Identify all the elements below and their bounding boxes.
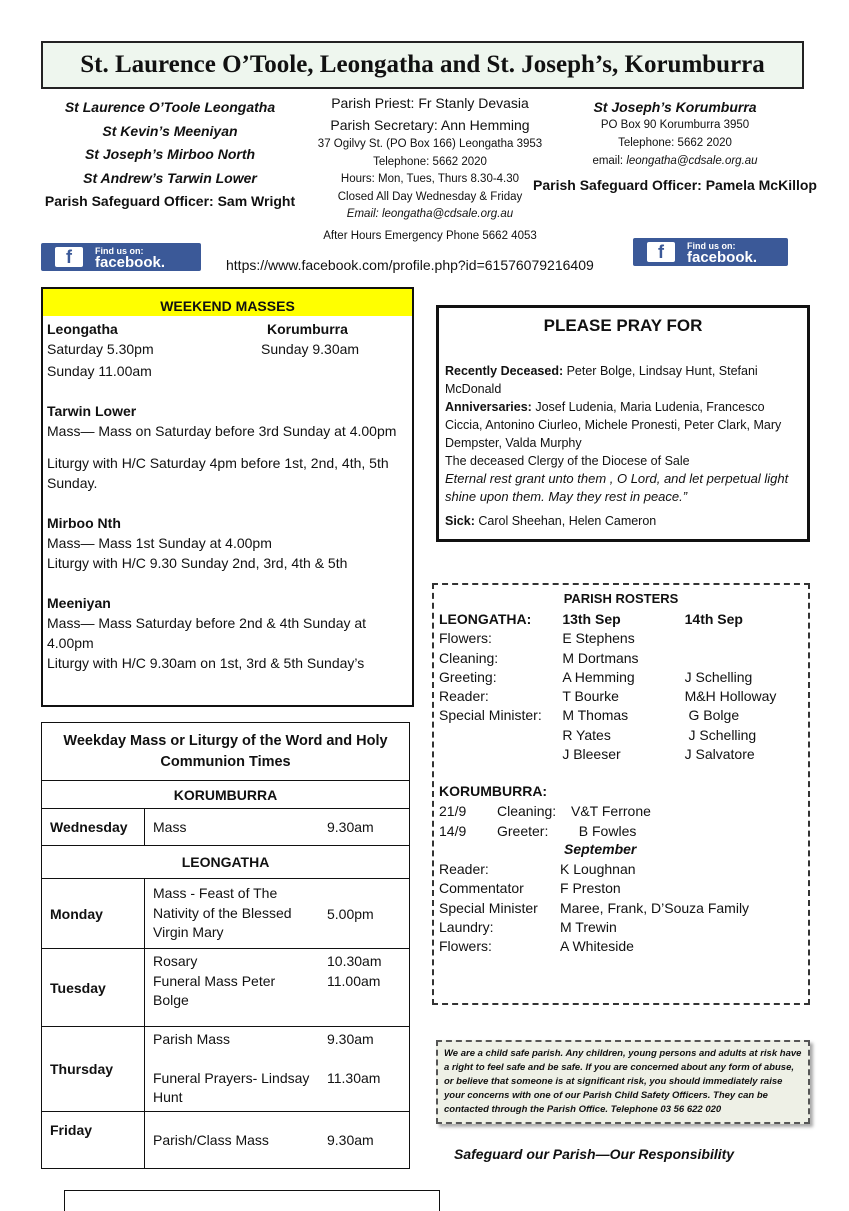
office-email: Email: leongatha@cdsale.org.au <box>346 208 514 220</box>
roster-cell: Cleaning: <box>439 649 499 666</box>
weekday-time: 9.30am <box>319 809 410 846</box>
rosters-title: PARISH ROSTERS <box>563 591 679 606</box>
weekday-day: Monday <box>42 879 145 949</box>
parish-name: St Joseph’s Mirboo North <box>84 146 256 162</box>
korumburra-po: PO Box 90 Korumburra 3950 <box>600 119 750 131</box>
weekday-time: 5.00pm <box>319 879 410 949</box>
weekend-masses-box <box>41 287 414 707</box>
roster-cell: M Trewin <box>560 918 617 935</box>
weekday-day: Tuesday <box>42 949 145 1027</box>
roster-row <box>439 822 803 841</box>
korumburra-roster-heading: KORUMBURRA: <box>439 783 548 800</box>
roster-cell: Greeter: <box>497 822 549 839</box>
roster-cell: Greeting: <box>439 668 497 685</box>
roster-row <box>439 706 803 725</box>
korumburra-email: email: leongatha@cdsale.org.au <box>592 155 758 167</box>
roster-row <box>439 649 803 668</box>
roster-cell: M&H Holloway <box>684 688 777 705</box>
safeguard-motto: Safeguard our Parish—Our Responsibility <box>454 1146 735 1162</box>
roster-row <box>439 860 803 879</box>
roster-cell: B Fowles <box>571 822 637 839</box>
weekday-title: Weekday Mass or Liturgy of the Word and Holy Communion Times <box>42 723 410 781</box>
next-section-box <box>64 1190 440 1211</box>
roster-month: September <box>564 840 637 857</box>
weekday-day: Thursday <box>42 1027 145 1112</box>
deceased-clergy: The deceased Clergy of the Diocese of Sale <box>445 454 690 468</box>
weekday-service: Parish Mass Funeral Prayers- Lindsay Hunt <box>145 1027 320 1112</box>
mirboo-label: Mirboo Nth <box>47 515 121 531</box>
anniversaries: Anniversaries: Josef Ludenia, Maria Ludenia, Francesco Ciccia, Antonino Ciurleo, Michele Pronesti, Peter Clark, Mary Dempster, Valda Murphy <box>445 400 782 450</box>
sick-list: Sick: Carol Sheehan, Helen Cameron <box>445 514 657 528</box>
roster-cell: K Loughnan <box>560 860 636 877</box>
roster-cell: A Hemming <box>562 668 635 685</box>
roster-cell: Commentator <box>439 880 524 897</box>
mass-time: Sunday 11.00am <box>47 363 152 379</box>
roster-cell: J Salvatore <box>684 746 755 763</box>
mass-detail: Mass— Mass on Saturday before 3rd Sunday at 4.00pm <box>47 423 397 439</box>
office-phone: Telephone: 5662 2020 <box>373 155 487 168</box>
left-parish-list <box>40 96 300 214</box>
facebook-find: Find us on: <box>687 241 736 251</box>
facebook-icon: f <box>55 247 83 267</box>
roster-cell: Reader: <box>439 860 489 877</box>
roster-row <box>439 687 803 706</box>
facebook-url[interactable]: https://www.facebook.com/profile.php?id=61576079216409 <box>226 257 594 273</box>
meeniyan-label: Meeniyan <box>47 595 111 611</box>
roster-cell: E Stephens <box>562 630 635 647</box>
parish-name: St Andrew’s Tarwin Lower <box>83 169 257 186</box>
mass-detail: Liturgy with H/C 9.30am on 1st, 3rd & 5th Sunday’s <box>47 655 365 671</box>
roster-cell: T Bourke <box>562 688 619 705</box>
facebook-badge[interactable] <box>633 238 788 266</box>
leongatha-label: Leongatha <box>47 321 118 337</box>
weekend-masses-header: WEEKEND MASSES <box>43 289 412 316</box>
office-address: 37 Ogilvy St. (PO Box 166) Leongatha 3953 <box>317 138 543 150</box>
roster-cell: 21/9 <box>439 803 467 820</box>
mass-detail: Liturgy with H/C Saturday 4pm before 1st, 2nd, 4th, 5th Sunday. <box>47 455 389 491</box>
roster-cell: 14/9 <box>439 822 467 839</box>
parish-name: St Kevin’s Meeniyan <box>102 122 238 139</box>
mass-detail: Liturgy with H/C 9.30 Sunday 2nd, 3rd, 4th & 5th <box>47 555 348 571</box>
korumburra-heading: St Joseph’s Korumburra <box>593 99 757 115</box>
emergency-phone: After Hours Emergency Phone 5662 4053 <box>323 229 537 242</box>
roster-cell <box>439 745 562 764</box>
roster-row <box>439 918 803 937</box>
roster-cell: Laundry: <box>439 918 494 935</box>
roster-row <box>439 629 803 648</box>
roster-cell: Cleaning: <box>497 803 557 820</box>
weekday-mass-table <box>41 722 410 1169</box>
roster-cell: Maree, Frank, D’Souza Family <box>560 899 750 916</box>
weekday-time: 9.30am <box>319 1111 410 1168</box>
safeguard-officer-right: Parish Safeguard Officer: Pamela McKillop <box>533 177 817 193</box>
weekday-time: 9.30am 11.30am <box>319 1027 410 1112</box>
roster-cell: J Bleeser <box>562 746 621 763</box>
mass-time: Sunday 9.30am <box>261 341 360 357</box>
facebook-badge[interactable] <box>41 243 201 271</box>
weekday-service: Parish/Class Mass <box>145 1111 320 1168</box>
roster-cell: M Thomas <box>562 707 629 724</box>
roster-cell: G Bolge <box>684 707 740 724</box>
korumburra-label: Korumburra <box>267 321 348 337</box>
facebook-word: facebook. <box>95 254 166 271</box>
bulletin-title: St. Laurence O’Toole, Leongatha and St. Joseph’s, Korumburra <box>80 51 765 78</box>
roster-cell: Flowers: <box>439 630 492 647</box>
roster-cell: R Yates <box>562 726 611 743</box>
office-hours: Hours: Mon, Tues, Thurs 8.30-4.30 <box>340 173 520 185</box>
tarwin-label: Tarwin Lower <box>47 403 137 419</box>
bulletin-title-box <box>41 41 804 89</box>
roster-row <box>439 610 803 629</box>
roster-row <box>439 745 803 764</box>
parish-secretary: Parish Secretary: Ann Hemming <box>330 117 530 133</box>
mass-detail: Mass— Mass 1st Sunday at 4.00pm <box>47 535 272 551</box>
facebook-find: Find us on: <box>95 246 144 256</box>
recently-deceased: Recently Deceased: Peter Bolge, Lindsay Hunt, Stefani McDonald <box>445 364 758 396</box>
weekday-time: 10.30am 11.00am <box>319 949 410 1027</box>
parish-priest: Parish Priest: Fr Stanly Devasia <box>331 95 529 111</box>
mass-detail: Mass— Mass Saturday before 2nd & 4th Sunday at 4.00pm <box>47 615 367 651</box>
pray-title: PLEASE PRAY FOR <box>543 316 703 335</box>
weekday-service: Mass - Feast of The Nativity of the Blessed Virgin Mary <box>145 879 320 949</box>
weekday-day: Wednesday <box>42 809 145 846</box>
office-closed: Closed All Day Wednesday & Friday <box>337 190 523 203</box>
roster-row <box>439 899 803 918</box>
parish-rosters-box <box>432 583 810 1005</box>
safeguard-officer-left: Parish Safeguard Officer: Sam Wright <box>44 193 296 209</box>
roster-cell: J Schelling <box>684 726 757 743</box>
parish-name: St Laurence O’Toole Leongatha <box>64 99 276 115</box>
parish-office-info <box>296 92 564 245</box>
roster-cell: F Preston <box>560 880 621 897</box>
facebook-word: facebook. <box>687 249 758 266</box>
weekday-day: Friday <box>42 1111 145 1168</box>
roster-cell <box>685 649 803 668</box>
roster-row <box>439 668 803 687</box>
eternal-rest-prayer: Eternal rest grant unto them , O Lord, and let perpetual light shine upon them. May they rest in peace.” <box>445 471 789 504</box>
korumburra-info <box>530 98 820 194</box>
roster-cell: Flowers: <box>439 938 492 955</box>
child-safe-notice: We are a child safe parish. Any children, young persons and adults at risk have a right to feel safe and be safe. If you are concerned about any form of abuse, or believe that someone is at significant risk, you should immediately raise your concerns with one of our Parish Child Safety Officers. They can be contacted through the Parish Office. Telephone 03 56 622 020 <box>436 1040 810 1124</box>
weekday-section-leongatha: LEONGATHA <box>42 846 410 879</box>
please-pray-box <box>436 305 810 542</box>
weekday-service: Rosary Funeral Mass Peter Bolge <box>145 949 320 1027</box>
facebook-icon: f <box>647 242 675 262</box>
roster-row <box>439 937 803 956</box>
roster-row <box>439 726 803 745</box>
roster-cell: Special Minister <box>439 899 538 916</box>
korumburra-phone: Telephone: 5662 2020 <box>618 137 732 149</box>
roster-row <box>439 879 803 898</box>
weekday-service: Mass <box>145 809 320 846</box>
weekday-section-korumburra: KORUMBURRA <box>42 781 410 809</box>
mass-time: Saturday 5.30pm <box>47 341 154 357</box>
roster-row <box>439 802 803 821</box>
roster-cell: 14th Sep <box>684 611 743 627</box>
roster-cell: M Dortmans <box>562 649 639 666</box>
roster-cell: Special Minister: <box>439 707 542 724</box>
roster-cell: 13th Sep <box>562 611 621 627</box>
roster-cell <box>439 726 562 745</box>
roster-cell <box>685 629 803 648</box>
roster-cell: LEONGATHA: <box>439 611 532 627</box>
roster-cell: Reader: <box>439 688 489 705</box>
roster-cell: J Schelling <box>684 668 753 685</box>
roster-cell: V&T Ferrone <box>571 803 651 820</box>
roster-cell: A Whiteside <box>560 938 634 955</box>
